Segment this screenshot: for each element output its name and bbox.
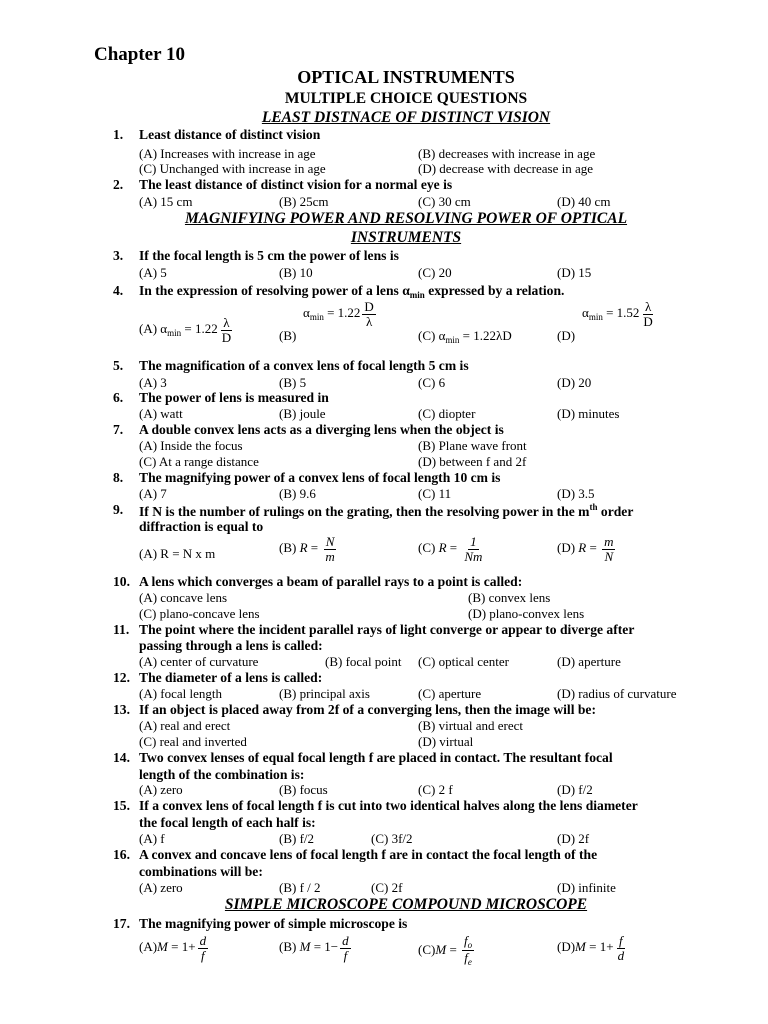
option-a: (A) focal length: [139, 686, 223, 701]
option-b: (B) 25cm: [279, 194, 329, 209]
option-a: (A) zero: [139, 782, 183, 797]
option-c: (C) At a range distance: [139, 454, 259, 469]
section-heading-distinct-vision: LEAST DISTNACE OF DISTINCT VISION: [261, 109, 551, 126]
option-c: (C) R = $\frac{1}{Nm}$: [418, 534, 483, 564]
option-c: (C) $\alpha_{min} = 1.22\lambda D$: [418, 328, 512, 345]
option-a: (A) real and erect: [139, 718, 231, 733]
option-b: (B) f/2: [279, 831, 315, 846]
question-text: The diameter of a lens is called:: [139, 670, 323, 685]
question-text: A double convex lens acts as a diverging lens when the object is: [139, 422, 504, 437]
question-number: 13.: [113, 702, 130, 717]
question-text-end: order: [597, 504, 634, 519]
option-a: (A) 5: [139, 265, 167, 280]
option-b-label: (B): [279, 328, 297, 343]
option-b: (B) principal axis: [279, 686, 370, 701]
question-number: 7.: [113, 422, 124, 437]
formula-a: $\alpha_{min} = 1.22$ $\frac{\lambda}{D}$: [160, 315, 232, 345]
option-b: (B) decreases with increase in age: [418, 146, 596, 161]
option-a: (A) f: [139, 831, 165, 846]
option-b: (B) f / 2: [279, 880, 321, 895]
option-a: (A) zero: [139, 880, 183, 895]
option-a: (A)M = 1+ $\frac{d}{f}$: [139, 933, 207, 963]
option-c: (C) optical center: [418, 654, 509, 669]
option-b: (B) Plane wave front: [418, 438, 527, 453]
chapter-label: Chapter 10: [94, 44, 185, 65]
option-c: (C) 20: [418, 265, 452, 280]
question-text: If the focal length is 5 cm the power of lens is: [139, 248, 399, 263]
option-d: (D) aperture: [557, 654, 621, 669]
option-a: (A) center of curvature: [139, 654, 259, 669]
option-b: (B) R = $\frac{N}{m}$: [279, 534, 335, 564]
question-number: 3.: [113, 248, 124, 263]
option-a: (A) watt: [139, 406, 183, 421]
question-text: The power of lens is measured in: [139, 390, 329, 405]
question-text: If N is the number of rulings on the grating, then the resolving power in the m: [139, 504, 590, 519]
question-number: 5.: [113, 358, 124, 373]
option-b: (B) M = 1− $\frac{d}{f}$: [279, 933, 349, 963]
formula-b: $\alpha_{min} = 1.22$ $\frac{D}{\lambda}$: [303, 299, 374, 329]
section-heading-instruments: INSTRUMENTS: [350, 229, 462, 246]
question-text: Two convex lenses of equal focal length f are placed in contact. The resultant focal: [139, 750, 613, 765]
option-b: (B) focus: [279, 782, 328, 797]
option-a: (A) Inside the focus: [139, 438, 243, 453]
option-a: (A) R = N x m: [139, 546, 216, 561]
option-d: (D) 15: [557, 265, 592, 280]
question-14-line2: length of the combination is:: [139, 767, 305, 782]
question-text: Least distance of distinct vision: [139, 127, 321, 142]
question-text: The least distance of distinct vision for a normal eye is: [139, 177, 453, 192]
question-text: The magnification of a convex lens of focal length 5 cm is: [139, 358, 469, 373]
option-c: (C) Unchanged with increase in age: [139, 161, 326, 176]
option-c: (C) 2f: [371, 880, 403, 895]
option-c: (C) 2 f: [418, 782, 453, 797]
option-d: (D) 3.5: [557, 486, 595, 501]
option-d: (D) between f and 2f: [418, 454, 527, 469]
section-heading-microscope: SIMPLE MICROSCOPE COMPOUND MICROSCOPE: [224, 896, 588, 913]
option-b: (B) 5: [279, 375, 307, 390]
question-11-line2: passing through a lens is called:: [139, 638, 323, 653]
question-number: 11.: [113, 622, 130, 637]
question-number: 4.: [113, 283, 124, 298]
option-c: (C) 11: [418, 486, 452, 501]
question-text-end: expressed by a relation.: [424, 283, 565, 298]
question-text: The magnifying power of simple microscope is: [139, 916, 408, 931]
question-text: If a convex lens of focal length f is cut into two identical halves along the lens diameter: [139, 798, 638, 813]
question-16-line2: combinations will be:: [139, 864, 263, 879]
option-d: (D) 20: [557, 375, 592, 390]
option-b: (B) convex lens: [468, 590, 551, 605]
option-d: (D) R = $\frac{m}{N}$: [557, 534, 614, 564]
option-d: (D)M = 1+ $\frac{f}{d}$: [557, 933, 625, 963]
option-a: (A) $\alpha_{min} = 1.22$ $\frac{\lambda}{D}$: [139, 316, 235, 344]
question-text: A lens which converges a beam of parallel rays to a point is called:: [139, 574, 523, 589]
option-c: (C) plano-concave lens: [139, 606, 260, 621]
question-text: A convex and concave lens of focal length f are in contact the focal length of the: [139, 847, 598, 862]
question-number: 10.: [113, 574, 130, 589]
option-d-label: (D): [557, 328, 576, 343]
option-c: (C) 6: [418, 375, 446, 390]
option-a: (A) 3: [139, 375, 167, 390]
option-c: (C) diopter: [418, 406, 476, 421]
option-d: (D) minutes: [557, 406, 620, 421]
question-number: 6.: [113, 390, 124, 405]
option-a: (A) Increases with increase in age: [139, 146, 316, 161]
option-d: (D) 2f: [557, 831, 590, 846]
question-number: 2.: [113, 177, 124, 192]
page-title: OPTICAL INSTRUMENTS: [297, 67, 515, 87]
option-b: (B) focal point: [325, 654, 402, 669]
option-b: (B) 10: [279, 265, 313, 280]
question-number: 1.: [113, 127, 124, 142]
option-b: (B) virtual and erect: [418, 718, 524, 733]
option-a: (A) 7: [139, 486, 167, 501]
option-d: (D) f/2: [557, 782, 593, 797]
option-a: (A) 15 cm: [139, 194, 193, 209]
question-text: The point where the incident parallel rays of light converge or appear to diverge after: [139, 622, 635, 637]
option-d: (D) virtual: [418, 734, 474, 749]
question-number: 14.: [113, 750, 130, 765]
question-superscript: th: [589, 502, 598, 512]
option-d: (D) infinite: [557, 880, 616, 895]
question-number: 9.: [113, 502, 124, 517]
question-text: If an object is placed away from 2f of a converging lens, then the image will be:: [139, 702, 596, 717]
option-b: (B) 9.6: [279, 486, 316, 501]
question-subscript: min: [409, 290, 425, 300]
question-number: 8.: [113, 470, 124, 485]
question-15-line2: the focal length of each half is:: [139, 815, 316, 830]
question-number: 15.: [113, 798, 130, 813]
question-9-line2: diffraction is equal to: [139, 519, 264, 534]
option-c: (C) real and inverted: [139, 734, 247, 749]
option-d: (D) 40 cm: [557, 194, 611, 209]
option-d: (D) decrease with decrease in age: [418, 161, 594, 176]
question-number: 12.: [113, 670, 130, 685]
option-c: (C) 3f/2: [371, 831, 413, 846]
option-c: (C) aperture: [418, 686, 482, 701]
question-number: 17.: [113, 916, 130, 931]
question-number: 16.: [113, 847, 130, 862]
option-c: (C)M = $\frac{f_o}{f_e}$: [418, 933, 473, 968]
section-heading-magnifying-power: MAGNIFYING POWER AND RESOLVING POWER OF OPTICAL: [184, 210, 628, 227]
formula-d: $\alpha_{min} = 1.52$ $\frac{\lambda}{D}$: [582, 299, 653, 329]
question-text: In the expression of resolving power of a lens α: [139, 283, 410, 298]
question-text: The magnifying power of a convex lens of focal length 10 cm is: [139, 470, 501, 485]
option-b: (B) joule: [279, 406, 326, 421]
option-d: (D) radius of curvature: [557, 686, 677, 701]
page-subtitle: MULTIPLE CHOICE QUESTIONS: [284, 90, 528, 107]
option-d: (D) plano-convex lens: [468, 606, 585, 621]
option-a: (A) concave lens: [139, 590, 228, 605]
option-c: (C) 30 cm: [418, 194, 471, 209]
